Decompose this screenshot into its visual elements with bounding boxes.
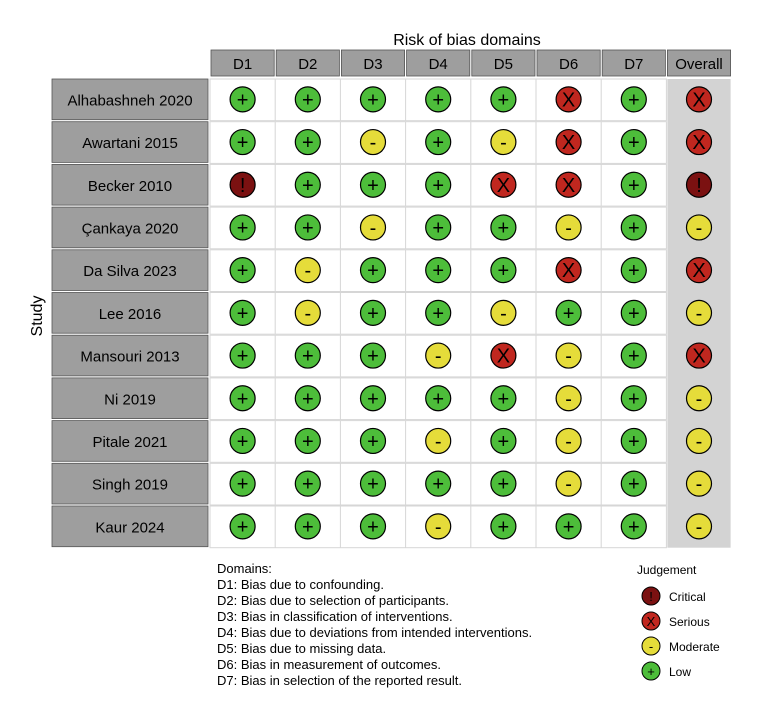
svg-text:X: X — [496, 174, 511, 197]
svg-text:+: + — [367, 388, 379, 411]
judgement-da-silva-2023-d1 — [230, 258, 255, 283]
domain-item-4: D4: Bias due to deviations from intended interventions. — [217, 625, 533, 640]
svg-text:-: - — [648, 639, 654, 654]
judgement-da-silva-2023-d5 — [491, 258, 516, 283]
svg-text:X: X — [692, 89, 706, 112]
svg-text:+: + — [497, 516, 510, 539]
judgement-pitale-2021-d6 — [556, 428, 581, 453]
svg-text:-: - — [434, 516, 442, 539]
svg-text:!: ! — [239, 174, 246, 197]
judgement-awartani-2015-d3 — [361, 130, 386, 155]
judgement-singh-2019-overall — [687, 471, 712, 496]
svg-text:-: - — [695, 302, 703, 325]
svg-text:!: ! — [696, 174, 702, 197]
svg-text:+: + — [236, 217, 249, 240]
svg-text:-: - — [565, 345, 572, 368]
svg-text:X: X — [561, 260, 576, 283]
svg-text:-: - — [695, 430, 703, 453]
svg-text:+: + — [236, 302, 249, 325]
svg-text:-: - — [695, 516, 703, 539]
svg-text:+: + — [562, 302, 575, 325]
column-header-d6: D6 — [559, 56, 579, 73]
judgement-mansouri-2013-d7 — [621, 343, 646, 368]
svg-text:Serious: Serious — [669, 615, 710, 629]
svg-text:+: + — [432, 473, 445, 496]
judgement-lee-2016-d7 — [621, 300, 646, 325]
judgement-cankaya-2020-d6 — [556, 215, 581, 240]
svg-text:-: - — [369, 132, 377, 155]
judgement-becker-2010-d2 — [295, 172, 320, 197]
legend-item-moderate — [642, 637, 720, 655]
svg-text:+: + — [627, 217, 640, 240]
svg-text:X: X — [561, 89, 576, 112]
svg-text:+: + — [627, 516, 640, 539]
svg-text:X: X — [561, 132, 576, 155]
svg-text:+: + — [497, 473, 510, 496]
judgement-da-silva-2023-d4 — [426, 258, 451, 283]
study-label-kaur-2024: Kaur 2024 — [95, 519, 165, 537]
judgement-kaur-2024-overall — [687, 514, 712, 539]
judgement-da-silva-2023-d6 — [556, 258, 581, 283]
judgement-da-silva-2023-d3 — [361, 258, 386, 283]
judgement-alhabashneh-2020-d3 — [361, 87, 386, 112]
svg-text:+: + — [627, 345, 640, 368]
judgement-lee-2016-d3 — [361, 300, 386, 325]
legend-title: Judgement — [637, 563, 697, 577]
study-label-cankaya-2020: Çankaya 2020 — [81, 220, 179, 238]
svg-text:+: + — [497, 217, 510, 240]
judgement-lee-2016-d1 — [230, 300, 255, 325]
judgement-cankaya-2020-d5 — [491, 215, 516, 240]
svg-text:+: + — [367, 345, 379, 368]
svg-text:+: + — [236, 132, 249, 155]
svg-text:Critical: Critical — [669, 590, 706, 604]
judgement-ni-2019-d5 — [491, 386, 516, 411]
judgement-cankaya-2020-d7 — [621, 215, 646, 240]
judgement-awartani-2015-d1 — [230, 130, 255, 155]
judgement-lee-2016-d2 — [295, 300, 320, 325]
svg-text:+: + — [301, 132, 314, 155]
judgement-awartani-2015-d5 — [491, 130, 516, 155]
judgement-mansouri-2013-d2 — [295, 343, 320, 368]
svg-text:+: + — [627, 302, 640, 325]
svg-text:!: ! — [649, 589, 653, 604]
svg-text:+: + — [367, 473, 379, 496]
svg-text:X: X — [692, 345, 706, 368]
study-label-pitale-2021: Pitale 2021 — [92, 433, 168, 451]
svg-text:+: + — [236, 89, 249, 112]
svg-text:+: + — [627, 89, 640, 112]
svg-text:+: + — [627, 430, 640, 453]
judgement-alhabashneh-2020-d4 — [426, 87, 451, 112]
svg-text:-: - — [695, 388, 703, 411]
svg-text:+: + — [301, 473, 314, 496]
judgement-kaur-2024-d5 — [491, 514, 516, 539]
svg-text:+: + — [236, 473, 249, 496]
svg-text:+: + — [497, 260, 510, 283]
column-header-d2: D2 — [298, 56, 318, 73]
judgement-ni-2019-d7 — [621, 386, 646, 411]
judgement-mansouri-2013-d6 — [556, 343, 581, 368]
svg-text:-: - — [304, 302, 312, 325]
svg-text:+: + — [627, 174, 640, 197]
svg-text:+: + — [301, 516, 314, 539]
domain-item-1: D1: Bias due to confounding. — [217, 577, 384, 592]
judgement-becker-2010-d3 — [361, 172, 386, 197]
svg-text:+: + — [627, 132, 640, 155]
judgement-cankaya-2020-d3 — [361, 215, 386, 240]
svg-text:+: + — [562, 516, 575, 539]
column-header-d1: D1 — [233, 56, 253, 73]
study-label-singh-2019: Singh 2019 — [92, 476, 168, 494]
judgement-singh-2019-d7 — [621, 471, 646, 496]
judgement-lee-2016-overall — [687, 300, 712, 325]
judgement-singh-2019-d3 — [361, 471, 386, 496]
legend-item-critical — [642, 587, 706, 605]
judgement-pitale-2021-d4 — [426, 428, 451, 453]
svg-text:+: + — [497, 430, 510, 453]
judgement-da-silva-2023-d2 — [295, 258, 320, 283]
judgement-cankaya-2020-d2 — [295, 215, 320, 240]
svg-text:-: - — [434, 430, 442, 453]
judgement-pitale-2021-d5 — [491, 428, 516, 453]
svg-text:-: - — [500, 302, 507, 325]
column-header-d5: D5 — [493, 56, 513, 73]
svg-text:+: + — [236, 260, 249, 283]
judgement-singh-2019-d6 — [556, 471, 581, 496]
judgement-becker-2010-d5 — [491, 172, 516, 197]
svg-text:+: + — [301, 174, 314, 197]
judgement-pitale-2021-d2 — [295, 428, 320, 453]
judgement-becker-2010-d1 — [230, 172, 255, 197]
svg-text:+: + — [627, 388, 640, 411]
judgement-ni-2019-d1 — [230, 386, 255, 411]
judgement-lee-2016-d6 — [556, 300, 581, 325]
domains-title: Domains: — [217, 561, 272, 576]
judgement-mansouri-2013-overall — [687, 343, 712, 368]
svg-text:+: + — [497, 89, 510, 112]
judgement-kaur-2024-d3 — [361, 514, 386, 539]
judgement-singh-2019-d2 — [295, 471, 320, 496]
chart-title: Risk of bias domains — [393, 32, 541, 49]
judgement-kaur-2024-d1 — [230, 514, 255, 539]
svg-text:+: + — [367, 302, 379, 325]
study-label-alhabashneh-2020: Alhabashneh 2020 — [67, 92, 193, 110]
svg-text:-: - — [565, 388, 572, 411]
svg-text:-: - — [434, 345, 442, 368]
judgement-mansouri-2013-d4 — [426, 343, 451, 368]
grid-layer — [210, 79, 731, 548]
svg-text:-: - — [695, 217, 703, 240]
svg-text:+: + — [236, 516, 249, 539]
svg-text:+: + — [236, 430, 249, 453]
svg-text:+: + — [367, 89, 379, 112]
judgement-ni-2019-d4 — [426, 386, 451, 411]
judgement-lee-2016-d5 — [491, 300, 516, 325]
legend-item-serious — [642, 612, 710, 630]
svg-text:-: - — [695, 473, 703, 496]
svg-text:+: + — [367, 260, 379, 283]
y-axis-label: Study — [29, 295, 46, 337]
svg-text:+: + — [432, 388, 445, 411]
study-label-becker-2010: Becker 2010 — [87, 177, 173, 195]
judgement-becker-2010-overall — [687, 172, 712, 197]
study-label-mansouri-2013: Mansouri 2013 — [80, 348, 180, 366]
judgement-alhabashneh-2020-d6 — [556, 87, 581, 112]
judgement-pitale-2021-overall — [687, 428, 712, 453]
svg-text:X: X — [646, 614, 656, 629]
judgement-becker-2010-d4 — [426, 172, 451, 197]
svg-text:+: + — [432, 89, 445, 112]
svg-text:-: - — [565, 430, 572, 453]
svg-text:+: + — [301, 388, 314, 411]
domains-list — [217, 561, 532, 688]
svg-text:-: - — [304, 260, 312, 283]
judgement-mansouri-2013-d3 — [361, 343, 386, 368]
judgement-singh-2019-d5 — [491, 471, 516, 496]
svg-text:+: + — [367, 430, 379, 453]
judgement-ni-2019-d6 — [556, 386, 581, 411]
judgement-ni-2019-overall — [687, 386, 712, 411]
column-header-d7: D7 — [624, 56, 644, 73]
svg-text:+: + — [627, 473, 640, 496]
judgement-awartani-2015-d2 — [295, 130, 320, 155]
judgement-awartani-2015-d4 — [426, 130, 451, 155]
judgement-da-silva-2023-d7 — [621, 258, 646, 283]
study-labels — [52, 79, 208, 547]
svg-text:+: + — [301, 89, 314, 112]
column-header-d4: D4 — [428, 56, 448, 73]
svg-text:-: - — [565, 217, 572, 240]
svg-text:-: - — [500, 132, 507, 155]
column-header-overall: Overall — [675, 56, 723, 73]
judgement-cankaya-2020-overall — [687, 215, 712, 240]
svg-text:+: + — [627, 260, 640, 283]
judgement-kaur-2024-d4 — [426, 514, 451, 539]
judgement-mansouri-2013-d1 — [230, 343, 255, 368]
svg-text:+: + — [236, 345, 249, 368]
svg-text:+: + — [367, 174, 379, 197]
judgement-alhabashneh-2020-d7 — [621, 87, 646, 112]
svg-text:-: - — [369, 217, 377, 240]
legend-item-low — [642, 662, 691, 680]
judgement-alhabashneh-2020-d5 — [491, 87, 516, 112]
svg-text:+: + — [647, 664, 655, 679]
judgement-da-silva-2023-overall — [687, 258, 712, 283]
svg-text:+: + — [432, 174, 445, 197]
judgement-pitale-2021-d1 — [230, 428, 255, 453]
judgement-alhabashneh-2020-d2 — [295, 87, 320, 112]
svg-text:+: + — [432, 260, 445, 283]
judgement-cankaya-2020-d4 — [426, 215, 451, 240]
judgement-pitale-2021-d7 — [621, 428, 646, 453]
judgement-kaur-2024-d6 — [556, 514, 581, 539]
column-header-d3: D3 — [363, 56, 383, 73]
judgement-ni-2019-d3 — [361, 386, 386, 411]
svg-text:Moderate: Moderate — [669, 640, 720, 654]
judgement-awartani-2015-d7 — [621, 130, 646, 155]
judgement-singh-2019-d1 — [230, 471, 255, 496]
judgement-becker-2010-d6 — [556, 172, 581, 197]
svg-text:X: X — [561, 174, 576, 197]
svg-text:+: + — [432, 217, 445, 240]
svg-text:+: + — [497, 388, 510, 411]
study-label-awartani-2015: Awartani 2015 — [82, 135, 178, 153]
svg-text:+: + — [367, 516, 379, 539]
judgement-singh-2019-d4 — [426, 471, 451, 496]
svg-text:+: + — [236, 388, 249, 411]
judgement-kaur-2024-d2 — [295, 514, 320, 539]
judgement-mansouri-2013-d5 — [491, 343, 516, 368]
svg-text:-: - — [565, 473, 572, 496]
svg-text:X: X — [692, 132, 706, 155]
domain-item-6: D6: Bias in measurement of outcomes. — [217, 657, 441, 672]
domain-item-5: D5: Bias due to missing data. — [217, 641, 387, 656]
judgement-lee-2016-d4 — [426, 300, 451, 325]
svg-text:X: X — [692, 260, 706, 283]
judgement-becker-2010-d7 — [621, 172, 646, 197]
domain-item-3: D3: Bias in classification of interventions. — [217, 609, 453, 624]
judgement-awartani-2015-overall — [687, 130, 712, 155]
judgement-pitale-2021-d3 — [361, 428, 386, 453]
svg-text:+: + — [432, 132, 445, 155]
judgement-kaur-2024-d7 — [621, 514, 646, 539]
svg-text:X: X — [496, 345, 511, 368]
svg-text:+: + — [301, 217, 314, 240]
svg-text:Low: Low — [669, 665, 692, 679]
svg-text:+: + — [301, 345, 314, 368]
domain-item-2: D2: Bias due to selection of participants. — [217, 593, 449, 608]
judgement-alhabashneh-2020-d1 — [230, 87, 255, 112]
column-headers — [211, 50, 731, 76]
svg-text:+: + — [301, 430, 314, 453]
domain-item-7: D7: Bias in selection of the reported result. — [217, 673, 462, 688]
study-label-lee-2016: Lee 2016 — [98, 305, 162, 323]
judgement-ni-2019-d2 — [295, 386, 320, 411]
judgement-alhabashneh-2020-overall — [687, 87, 712, 112]
judgement-cankaya-2020-d1 — [230, 215, 255, 240]
study-label-ni-2019: Ni 2019 — [104, 391, 156, 409]
judgement-awartani-2015-d6 — [556, 130, 581, 155]
legend — [637, 563, 720, 680]
study-label-da-silva-2023: Da Silva 2023 — [83, 263, 177, 281]
svg-text:+: + — [432, 302, 445, 325]
